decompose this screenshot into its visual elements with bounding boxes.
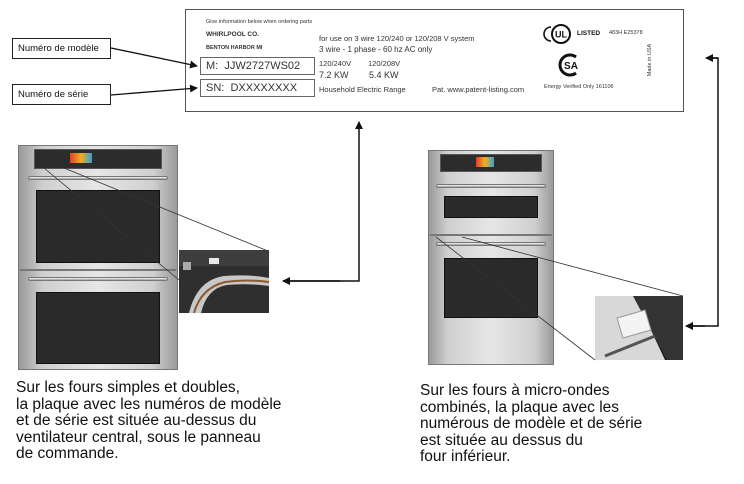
- svg-text:UL: UL: [555, 29, 567, 40]
- caption-line: ventilateur central, sous le panneau: [16, 428, 261, 446]
- caption-line: numérous de modèle et de série: [420, 415, 643, 432]
- upper-door-handle: [28, 176, 168, 180]
- plate-city: BENTON HARBOR MI: [206, 45, 263, 51]
- lower-door-handle: [436, 242, 546, 246]
- right-connector-arrow: [690, 58, 718, 326]
- inset-photo-image: [595, 296, 683, 360]
- right-inset-photo: [595, 296, 683, 360]
- plate-kw-b: 5.4 KW: [369, 70, 399, 80]
- microwave-window: [444, 196, 538, 218]
- left-caption: [16, 380, 346, 463]
- oven-divider: [20, 269, 176, 271]
- ul-listed-text: LISTED: [577, 30, 601, 37]
- plate-phase-line: 3 wire - 1 phase - 60 hz AC only: [319, 45, 433, 54]
- left-inset-photo: [179, 250, 269, 313]
- plate-brand: WHIRLPOOL CO.: [206, 31, 259, 38]
- oven-divider: [430, 234, 552, 236]
- serial-number-label: Numéro de série: [12, 84, 111, 105]
- svg-text:SA: SA: [564, 61, 578, 72]
- lower-door-handle: [28, 277, 168, 281]
- caption-line: four inférieur.: [420, 448, 511, 465]
- plate-volt-a: 120/240V: [319, 59, 352, 68]
- caption-line: et de série est située au-dessus du: [16, 412, 257, 429]
- lower-oven-window: [444, 258, 538, 318]
- combination-oven-illustration: [428, 150, 554, 365]
- plate-patent: Pat. www.patent-listing.com: [432, 85, 525, 94]
- right-caption: [420, 383, 720, 466]
- double-oven-illustration: [18, 145, 178, 370]
- caption-line: Sur les fours simples et doubles,: [16, 379, 240, 396]
- upper-oven-window: [36, 190, 160, 263]
- caption-line: la plaque avec les numéros de modèle: [16, 395, 282, 413]
- rating-plate: [185, 9, 684, 112]
- ul-listed-logo: [542, 23, 604, 45]
- caption-line: de commande.: [16, 445, 119, 462]
- plate-made-in: Made in USA: [647, 43, 654, 77]
- plate-energy: Energy Verified Only 161106: [544, 84, 614, 90]
- plate-volt-b: 120/208V: [368, 59, 401, 68]
- lower-oven-window: [36, 292, 160, 364]
- csa-logo-icon: [556, 53, 584, 77]
- model-box: [200, 57, 315, 75]
- plate-use-line: for use on 3 wire 120/240 or 120/208 V system: [319, 34, 475, 43]
- plate-instruction: Give information below when ordering parts: [206, 19, 313, 25]
- model-prefix: M:: [206, 60, 219, 72]
- microwave-door-handle: [436, 184, 546, 188]
- display-screen: [476, 157, 494, 167]
- plate-appliance: Household Electric Range: [319, 85, 406, 94]
- left-connector-arrow: [285, 122, 359, 281]
- serial-value: DXXXXXXXX: [230, 82, 298, 94]
- caption-line: est située au dessus du: [420, 431, 583, 449]
- control-panel: [34, 149, 162, 169]
- inset-photo-image: [179, 250, 269, 313]
- serial-prefix: SN:: [206, 82, 225, 94]
- model-value: JJW2727WS02: [224, 60, 301, 72]
- serial-box: [200, 79, 315, 97]
- caption-line: Sur les fours à micro-ondes: [420, 382, 610, 399]
- display-screen: [70, 153, 92, 163]
- caption-line: combinés, la plaque avec les: [420, 398, 620, 416]
- model-number-label: Numéro de modèle: [12, 38, 111, 59]
- plate-kw-a: 7.2 KW: [319, 70, 349, 80]
- plate-listing-code: 483H E25378: [609, 30, 643, 36]
